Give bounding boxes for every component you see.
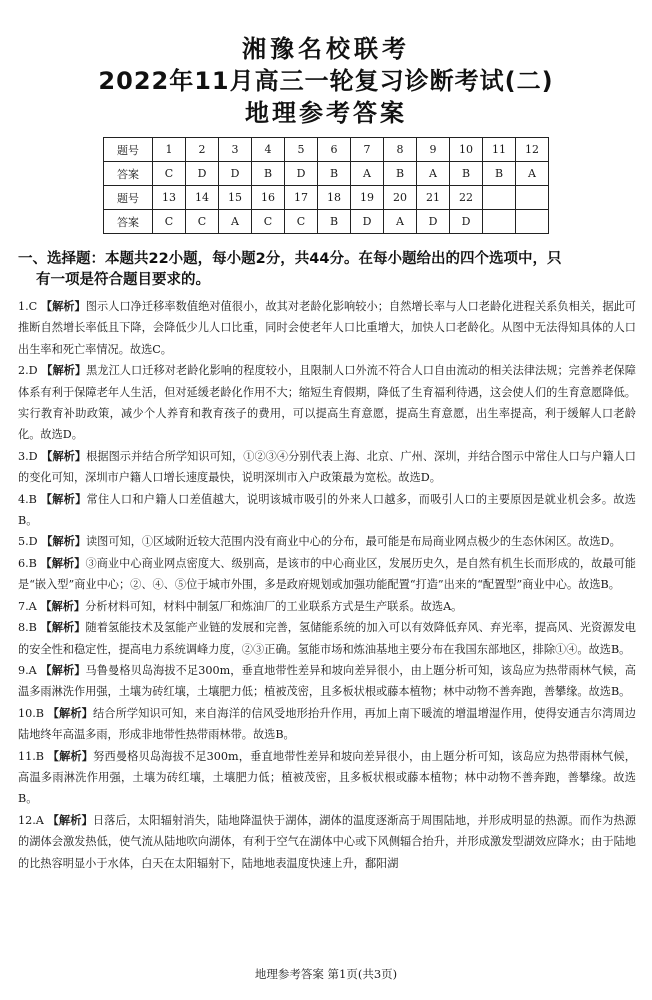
answer-table-cell: 11	[483, 138, 516, 162]
answer-table-cell: 8	[384, 138, 417, 162]
answer-table-cell: D	[186, 162, 219, 186]
answer-table-cell: 6	[318, 138, 351, 162]
answer-table-row	[104, 210, 549, 234]
item-answer: 8.B	[18, 621, 41, 635]
answer-table-cell: 16	[252, 186, 285, 210]
analysis-tag: 【解析】	[40, 300, 86, 313]
answer-table-row-label: 题号	[104, 138, 153, 162]
answer-table-row	[104, 138, 549, 162]
analysis-tag: 【解析】	[41, 535, 86, 549]
item-text: 随着氢能技术及氢能产业链的发展和完善，氢储能系统的加入可以有效降低弃风、弃光率，提高风、光资源发电的安全性和稳定性，提高电力系统调峰力度，②③正确。氢能市场和炼油基地主要分布在我国东部地区，排除①④。故选B。	[18, 621, 636, 656]
item-text: 图示人口净迁移率数值绝对值很小，故其对老龄化影响较小；自然增长率与人口老龄化进程关系负相关，据此可推断自然增长率低且下降，会降低少儿人口比重，同时会使老年人口比重增大，加快人口老龄化。从图中无法得知具体的人口出生率和死亡率情况。故选C。	[18, 300, 636, 356]
analysis-tag: 【解析】	[47, 706, 93, 720]
answer-table-cell	[483, 210, 516, 234]
answer-table-cell: B	[252, 162, 285, 186]
answer-table-cell: C	[153, 210, 186, 234]
answer-table-cell: 4	[252, 138, 285, 162]
explanation-item	[18, 296, 636, 360]
answer-table-cell: D	[219, 162, 252, 186]
answer-table-cell: 13	[153, 186, 186, 210]
analysis-tag: 【解析】	[40, 621, 86, 635]
section-heading-line1: 一、选择题：本题共22小题，每小题2分，共44分。在每小题给出的四个选项中，只	[18, 251, 562, 267]
item-text: 读图可知，①区域附近较大范围内没有商业中心的分布，最可能是布局商业网点极少的生态休闲区。故选D。	[85, 535, 621, 549]
answer-table-cell: D	[351, 210, 384, 234]
answer-table-cell: 17	[285, 186, 318, 210]
item-answer: 6.B	[18, 556, 41, 570]
answer-table-cell: 3	[219, 138, 252, 162]
item-answer: 11.B	[18, 749, 48, 763]
exam-name-title: 2022年11月高三一轮复习诊断考试(二)	[98, 67, 554, 95]
answer-table-cell: 15	[219, 186, 252, 210]
answer-table-cell: 18	[318, 186, 351, 210]
document-title: 地理参考答案	[245, 99, 407, 127]
analysis-tag: 【解析】	[41, 364, 87, 378]
answer-table-cell: A	[219, 210, 252, 234]
answer-table-cell: B	[318, 162, 351, 186]
answer-table-cell: A	[351, 162, 384, 186]
item-text: 分析材料可知，材料中制氢厂和炼油厂的工业联系方式是生产联系。故选A。	[85, 599, 463, 613]
item-answer: 7.A	[18, 599, 41, 613]
item-text: 黑龙江人口迁移对老龄化影响的程度较小，且限制人口外流不符合人口自由流动的相关法律法规；完善养老保障体系有利于保障老年人生活，但对延缓老龄化作用不大；缩短生育假期，降低了生育福利待遇，这会使人们的生育意愿降低。实行教育补助政策，减少个人养育和教育孩子的费用，可以提高生育意愿，提高生育意愿，出生率提高，利于缓解人口老龄化。故选D。	[18, 364, 636, 442]
answer-table-cell: A	[384, 210, 417, 234]
answer-table-cell: C	[285, 210, 318, 234]
answer-table-cell: D	[285, 162, 318, 186]
analysis-tag: 【解析】	[40, 599, 86, 613]
section-heading-line2: 有一项是符合题目要求的。	[36, 272, 210, 288]
analysis-tag: 【解析】	[47, 749, 94, 763]
item-text: 常住人口和户籍人口差值越大，说明该城市吸引的外来人口越多，而吸引人口的主要原因是就业机会多。故选B。	[18, 492, 636, 528]
item-answer: 5.D	[18, 535, 42, 549]
section-heading	[18, 249, 640, 291]
item-text: 努西曼格贝岛海拔不足300m，垂直地带性差异和坡向差异很小，由上题分析可知，该岛应为热带雨林气候，高温多雨淋洗作用强，土壤为砖红壤，土壤肥力低；植被茂密，且多板状根或藤本植物；林中动物不善奔跑，善攀缘。故选B。	[18, 749, 636, 806]
explanation-item	[18, 810, 636, 874]
answer-table-cell: 9	[417, 138, 450, 162]
explanation-item	[18, 531, 636, 552]
answer-table-cell: B	[384, 162, 417, 186]
answer-table-cell: A	[516, 162, 549, 186]
answer-table-cell: 12	[516, 138, 549, 162]
item-answer: 4.B	[18, 492, 41, 506]
analysis-tag: 【解析】	[47, 813, 93, 827]
explanation-item	[18, 596, 636, 617]
analysis-tag: 【解析】	[41, 449, 87, 463]
explanations-list	[18, 296, 636, 874]
answer-key-table	[103, 137, 549, 234]
item-text: 根据图示并结合所学知识可知，①②③④分别代表上海、北京、广州、深圳，并结合图示中常住人口与户籍人口的变化可知，深圳市户籍人口增长速度最快，说明深圳市入户政策最为宽松。故选D。	[18, 449, 636, 485]
answer-table-cell: B	[450, 162, 483, 186]
answer-table-row	[104, 186, 549, 210]
answer-table-cell: 5	[285, 138, 318, 162]
explanation-item	[18, 703, 636, 746]
answer-table-cell	[516, 210, 549, 234]
item-text: 结合所学知识可知，来自海洋的信风受地形抬升作用，再加上南下暖流的增温增湿作用，使得安通吉尔湾周边陆地终年高温多雨，形成非地带性热带雨林带。故选B。	[18, 706, 636, 742]
answer-table-cell: 1	[153, 138, 186, 162]
answer-table-row-label: 答案	[104, 210, 153, 234]
exam-org-title: 湘豫名校联考	[242, 35, 410, 63]
item-text: 马鲁曼格贝岛海拔不足300m，垂直地带性差异和坡向差异很小，由上题分析可知，该岛应为热带雨林气候，高温多雨淋洗作用强，土壤为砖红壤，土壤肥力低；植被茂密，且多板状根或藤本植物；林中动物不善奔跑，善攀缘。故选B。	[18, 663, 636, 699]
answer-table-cell: 21	[417, 186, 450, 210]
answer-table-cell: 7	[351, 138, 384, 162]
explanation-item	[18, 553, 636, 596]
answer-table-cell: C	[186, 210, 219, 234]
item-answer: 2.D	[18, 364, 42, 378]
analysis-tag: 【解析】	[40, 492, 87, 506]
item-answer: 12.A	[18, 813, 48, 827]
explanation-item	[18, 746, 636, 810]
item-answer: 3.D	[18, 449, 42, 463]
answer-table-row-label: 题号	[104, 186, 153, 210]
explanation-item	[18, 489, 636, 532]
answer-table-row	[104, 162, 549, 186]
item-answer: 1.C	[18, 300, 41, 313]
answer-table-row-label: 答案	[104, 162, 153, 186]
answer-table-cell: 22	[450, 186, 483, 210]
explanation-item	[18, 360, 636, 446]
answer-table-cell: 14	[186, 186, 219, 210]
answer-table-cell: B	[318, 210, 351, 234]
answer-table-cell: C	[153, 162, 186, 186]
answer-table-cell: 20	[384, 186, 417, 210]
explanation-item	[18, 446, 636, 489]
answer-table-cell	[483, 186, 516, 210]
item-text: ③商业中心商业网点密度大、级别高，是该市的中心商业区，发展历史久，是自然有机生长而形成的，故最可能是“嵌入型”商业中心；②、④、⑤位于城市外围，多是政府规划或加强功能配置“打造”出来的“配置型”商业中心。故选B。	[18, 556, 636, 592]
item-text: 日落后，太阳辐射消失，陆地降温快于湖体，湖体的温度逐渐高于周围陆地，并形成明显的热源。而作为热源的湖体会激发热低，使气流从陆地吹向湖体，有利于空气在湖体中心或下风侧辐合抬升，并形成激发型湖效应降水；由于陆地的比热容明显小于水体，白天在太阳辐射下，陆地地表温度快速上升，鄱阳湖	[18, 813, 636, 870]
item-answer: 10.B	[18, 706, 48, 720]
explanation-item	[18, 617, 636, 660]
answer-table-cell: 2	[186, 138, 219, 162]
answer-table-cell: D	[450, 210, 483, 234]
answer-table-cell	[516, 186, 549, 210]
answer-table-cell: A	[417, 162, 450, 186]
explanation-item	[18, 660, 636, 703]
answer-table-cell: D	[417, 210, 450, 234]
answer-table-cell: 19	[351, 186, 384, 210]
item-answer: 9.A	[18, 663, 41, 677]
analysis-tag: 【解析】	[40, 663, 86, 677]
answer-table-cell: 10	[450, 138, 483, 162]
page-footer: 地理参考答案 第1页(共3页)	[254, 967, 398, 981]
answer-table-cell: C	[252, 210, 285, 234]
analysis-tag: 【解析】	[40, 556, 86, 570]
answer-table-cell: B	[483, 162, 516, 186]
